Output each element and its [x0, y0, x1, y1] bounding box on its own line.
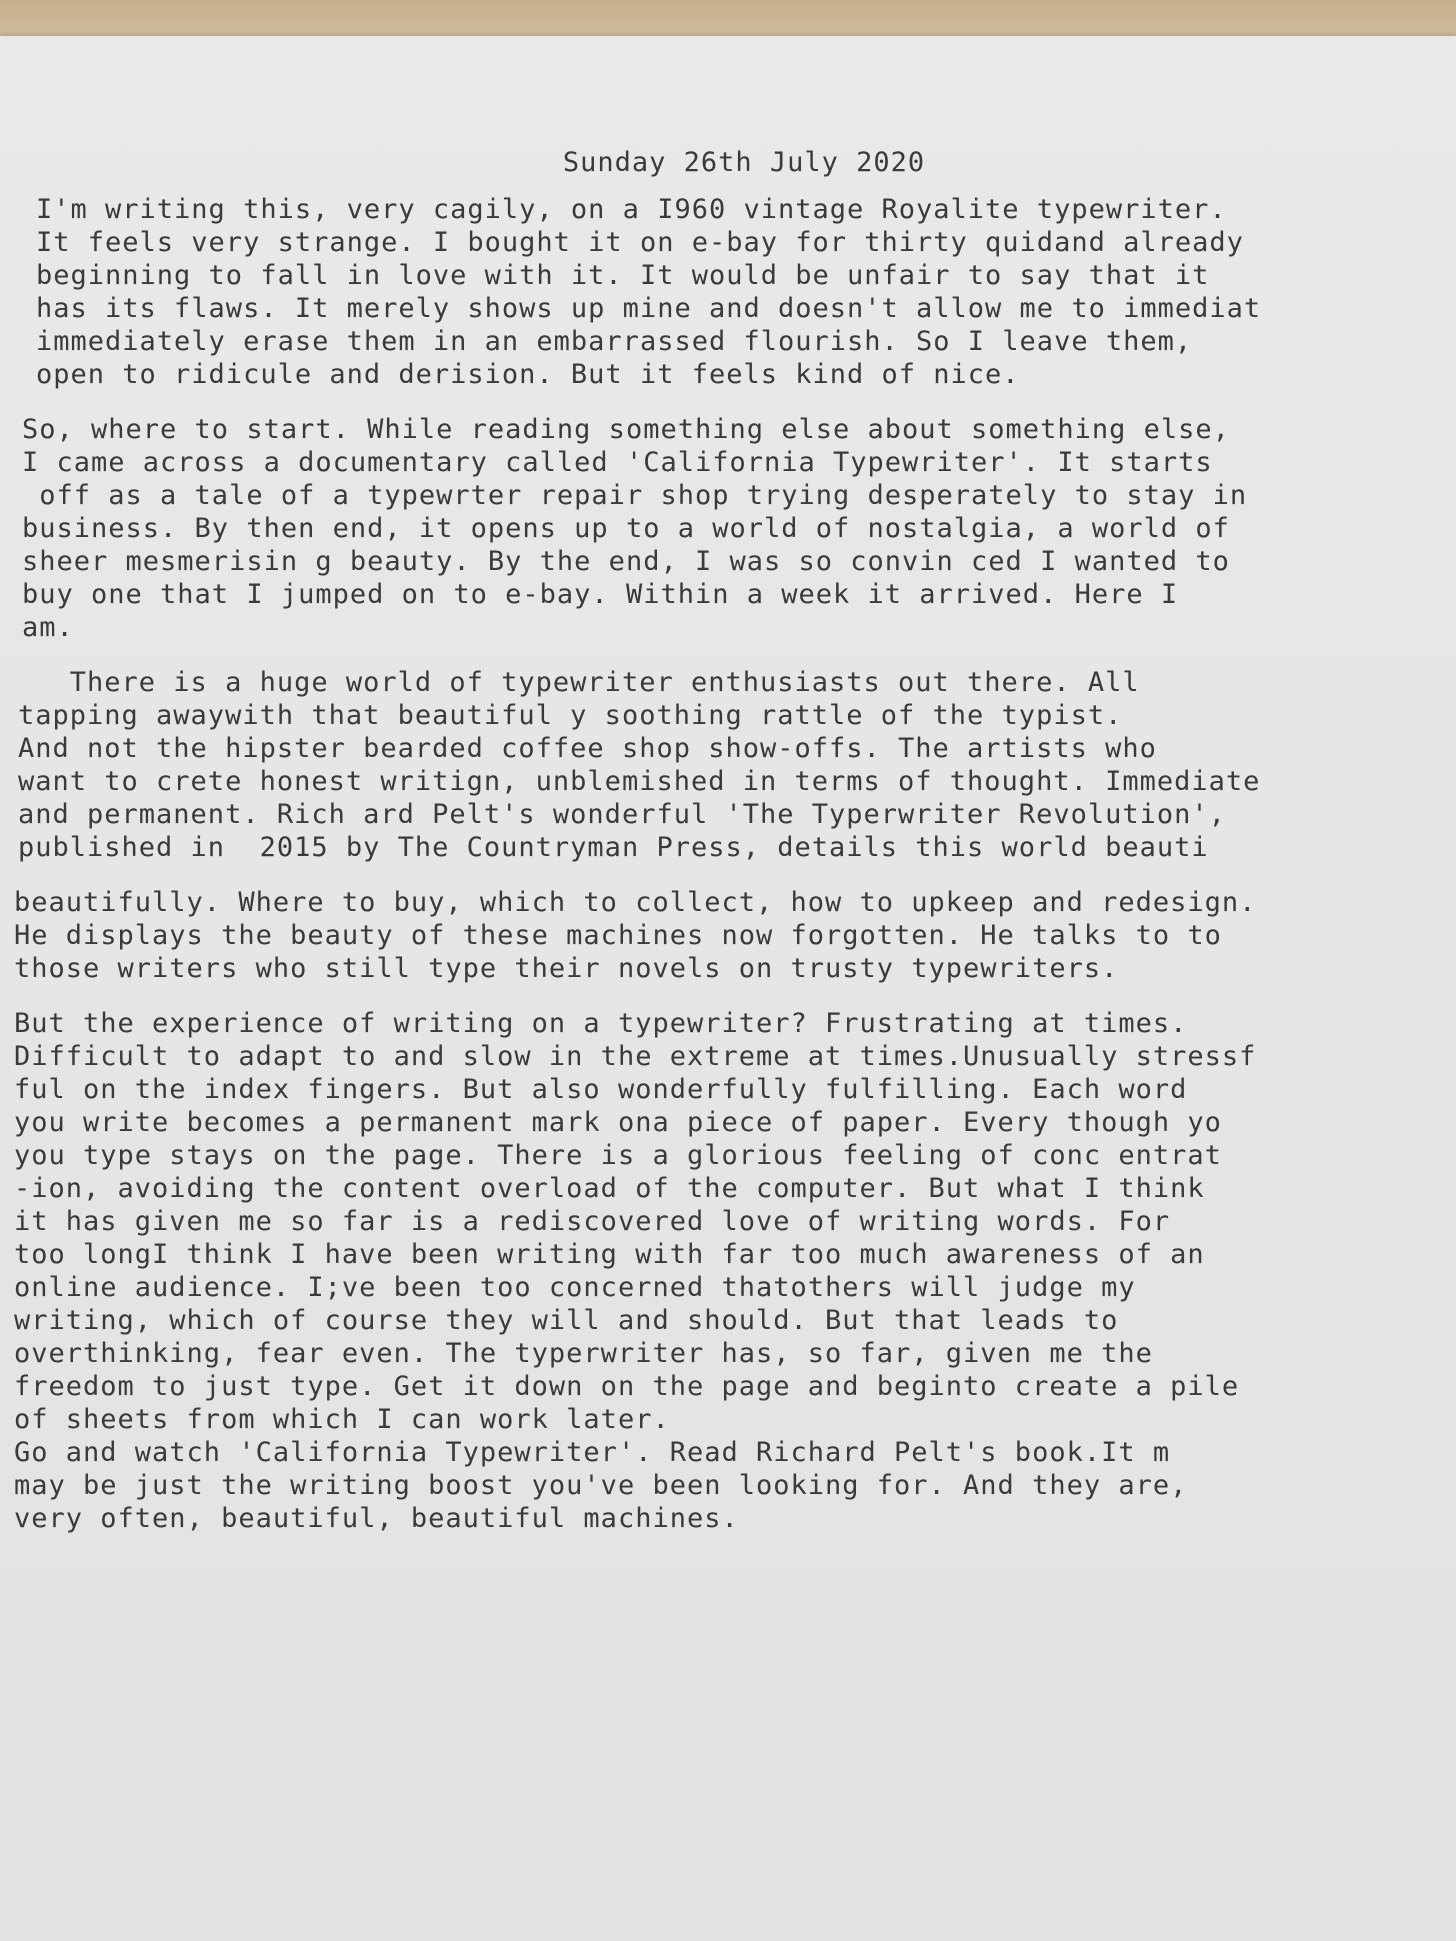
text-line: business. By then end, it opens up to a world of nostalgia, a world of — [22, 513, 1230, 544]
text-line: and permanent. Rich ard Pelt's wonderful 'The Typerwriter Revolution', — [18, 799, 1226, 830]
text-line: beautifully. Where to buy, which to collect, how to upkeep and redesign. — [14, 887, 1257, 918]
text-line: So, where to start. While reading something else about something else, — [22, 414, 1230, 445]
text-line: And not the hipster bearded coffee shop show-offs. The artists who — [18, 733, 1157, 764]
text-line: -ion, avoiding the content overload of the computer. But what I think — [14, 1173, 1205, 1204]
text-line: ful on the index fingers. But also wonderfully fulfilling. Each word — [14, 1074, 1188, 1105]
text-line: open to ridicule and derision. But it feels kind of nice. — [36, 359, 1020, 390]
text-line: published in 2015 by The Countryman Press, details this world beauti — [18, 832, 1209, 863]
text-line: overthinking, fear even. The typerwriter has, so far, given me the — [14, 1338, 1153, 1369]
typewritten-page — [0, 36, 1456, 1941]
paragraph — [14, 1007, 1434, 1535]
text-line: sheer mesmerisin g beauty. By the end, I was so convin ced I wanted to — [22, 546, 1230, 577]
text-line: you write becomes a permanent mark ona piece of paper. Every though yo — [14, 1107, 1222, 1138]
paragraph — [14, 193, 1434, 391]
text-line: you type stays on the page. There is a glorious feeling of conc entrat — [14, 1140, 1222, 1171]
text-line: freedom to just type. Get it down on the page and beginto create a pile — [14, 1371, 1240, 1402]
text-line: those writers who still type their novels on trusty typewriters. — [14, 953, 1119, 984]
text-line: Go and watch 'California Typewriter'. Read Richard Pelt's book.It m — [14, 1437, 1171, 1468]
typed-text-block — [14, 146, 1434, 1557]
text-line: want to crete honest writign, unblemished in terms of thought. Immediate — [18, 766, 1261, 797]
text-line: of sheets from which I can work later. — [14, 1404, 670, 1435]
text-line: I came across a documentary called 'California Typewriter'. It starts — [22, 447, 1213, 478]
text-line: very often, beautiful, beautiful machines. — [14, 1503, 739, 1534]
text-line: He displays the beauty of these machines now forgotten. He talks to to — [14, 920, 1222, 951]
text-line: it has given me so far is a rediscovered love of writing words. For — [14, 1206, 1171, 1237]
paragraph — [14, 886, 1434, 985]
text-line: immediately erase them in an embarrassed flourish. So I leave them, — [36, 326, 1193, 357]
text-line: online audience. I;ve been too concerned thatothers will judge my — [14, 1272, 1136, 1303]
text-line: Difficult to adapt to and slow in the extreme at times.Unusually stressf — [14, 1041, 1257, 1072]
text-line: But the experience of writing on a typewriter? Frustrating at times. — [14, 1008, 1188, 1039]
text-line: am. — [22, 612, 74, 643]
paragraph — [14, 413, 1434, 644]
text-line: I'm writing this, very cagily, on a I960 vintage Royalite typewriter. — [36, 194, 1227, 225]
text-line: There is a huge world of typewriter enthusiasts out there. All — [18, 667, 1140, 698]
text-line: may be just the writing boost you've been looking for. And they are, — [14, 1470, 1188, 1501]
paragraph — [14, 666, 1434, 864]
text-line: off as a tale of a typewrter repair shop trying desperately to stay in — [22, 480, 1248, 511]
text-line: buy one that I jumped on to e-bay. Within a week it arrived. Here I — [22, 579, 1179, 610]
text-line: too longI think I have been writing with far too much awareness of an — [14, 1239, 1205, 1270]
text-line: tapping awaywith that beautiful y soothing rattle of the typist. — [18, 700, 1123, 731]
text-line: has its flaws. It merely shows up mine and doesn't allow me to immediat — [36, 293, 1262, 324]
text-line: writing, which of course they will and should. But that leads to — [14, 1305, 1119, 1336]
date-heading: Sunday 26th July 2020 — [562, 147, 926, 178]
text-line: It feels very strange. I bought it on e-bay for thirty quidand already — [36, 227, 1244, 258]
text-line: beginning to fall in love with it. It would be unfair to say that it — [36, 260, 1210, 291]
